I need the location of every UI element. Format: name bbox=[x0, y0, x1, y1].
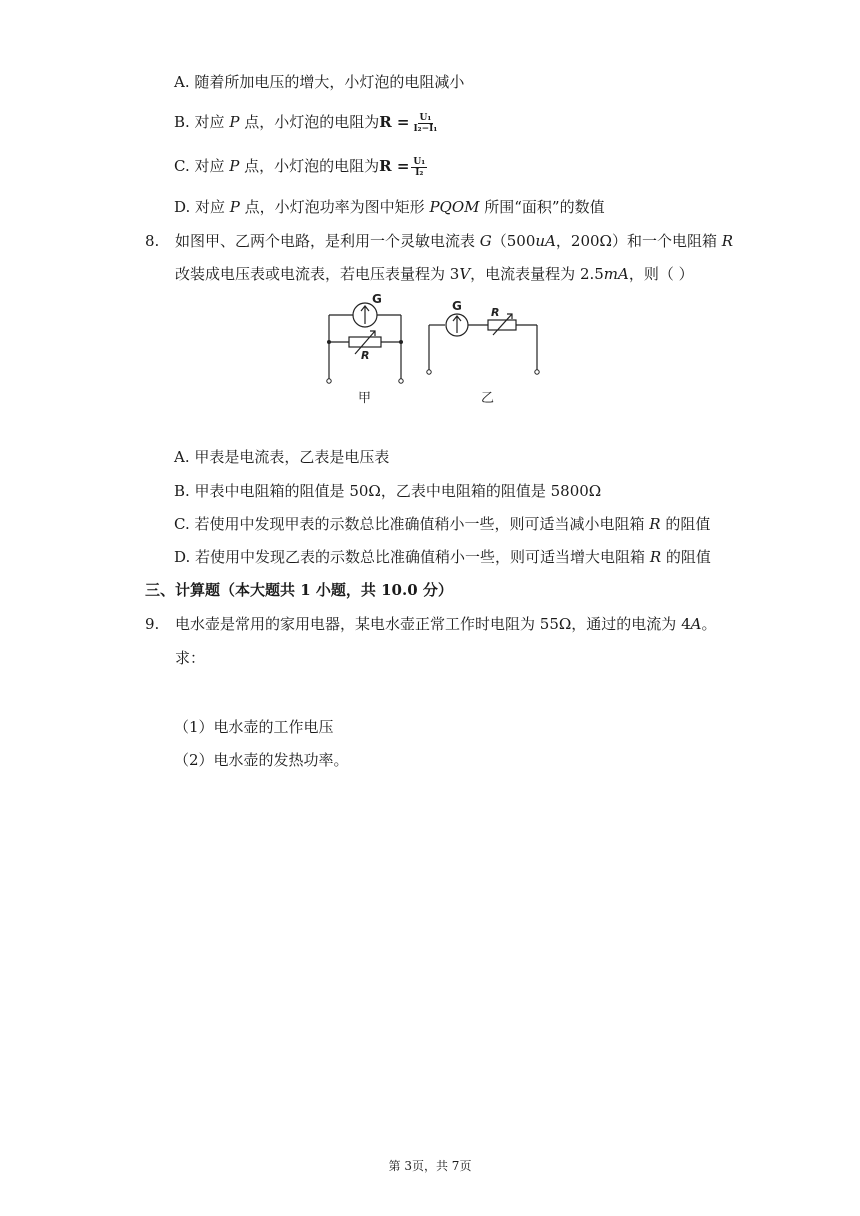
q9-stem-line1: 9. 电水壶是常用的家用电器，某电水壶正常工作时电阻为 55Ω，通过的电流为 4A。 bbox=[145, 615, 717, 633]
q8-stem-line2: 改装成电压表或电流表，若电压表量程为 3V，电流表量程为 2.5mA，则（ ） bbox=[175, 265, 694, 283]
q7-option-d: D. 对应 P 点，小灯泡功率为图中矩形 PQOM 所围“面积”的数值 bbox=[174, 198, 605, 216]
q9-sub-question-1: （1）电水壶的工作电压 bbox=[174, 718, 334, 736]
circuit-diagram bbox=[315, 292, 555, 410]
q7-option-a: A. 随着所加电压的增大，小灯泡的电阻减小 bbox=[174, 73, 465, 91]
q8-stem-line1: 8. 如图甲、乙两个电路，是利用一个灵敏电流表 G（500uA，200Ω）和一个电阻箱 R bbox=[145, 232, 734, 250]
q8-option-b: B. 甲表中电阻箱的阻值是 50Ω，乙表中电阻箱的阻值是 5800Ω bbox=[174, 482, 602, 500]
q9-sub-question-2: （2）电水壶的发热功率。 bbox=[174, 751, 349, 769]
resistor-label-jia: R bbox=[361, 349, 370, 362]
galvanometer-label-yi: G bbox=[452, 299, 462, 313]
q9-stem-line2: 求： bbox=[175, 649, 206, 667]
resistor-label-yi: R bbox=[491, 306, 500, 319]
q7-option-c: C. 对应 P 点，小灯泡的电阻为R = $\frac{\text{U₁}}{\text{I₂}}$ bbox=[174, 156, 426, 178]
q8-option-a: A. 甲表是电流表，乙表是电压表 bbox=[174, 448, 390, 466]
caption-yi: 乙 bbox=[481, 391, 495, 406]
fraction: $\frac{\text{U₁}}{\text{I₂}}$ bbox=[413, 156, 426, 178]
page-footer: 第 3页，共 7页 bbox=[388, 1159, 472, 1173]
galvanometer-label-jia: G bbox=[372, 292, 382, 306]
q8-option-c: C. 若使用中发现甲表的示数总比准确值稍小一些，则可适当减小电阻箱 R 的阻值 bbox=[174, 515, 711, 533]
q7-option-b: B. 对应 P 点，小灯泡的电阻为R = $\frac{\text{U₁}}{\text{I₂−I₁}}$ bbox=[174, 112, 438, 134]
section-heading: 三、计算题（本大题共 1 小题，共 10.0 分） bbox=[145, 581, 453, 599]
fraction: $\frac{\text{U₁}}{\text{I₂−I₁}}$ bbox=[413, 112, 438, 134]
q8-option-d: D. 若使用中发现乙表的示数总比准确值稍小一些，则可适当增大电阻箱 R 的阻值 bbox=[174, 548, 711, 566]
caption-jia: 甲 bbox=[358, 391, 372, 406]
